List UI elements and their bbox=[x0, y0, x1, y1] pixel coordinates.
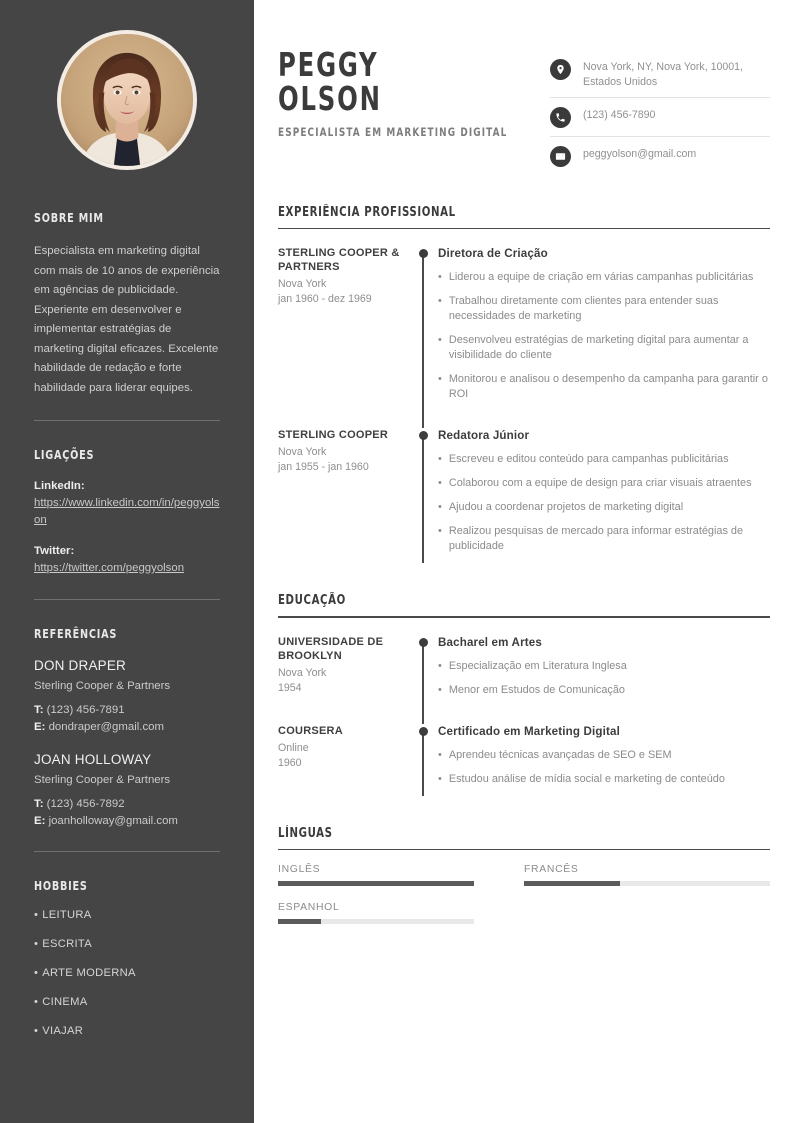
entry-dates: 1954 bbox=[278, 681, 302, 694]
entry-body bbox=[436, 635, 770, 707]
timeline-line bbox=[422, 435, 423, 563]
bullet-icon: • bbox=[34, 1025, 39, 1037]
envelope-icon bbox=[550, 146, 571, 167]
entry-dates: 1960 bbox=[278, 756, 302, 769]
bullet-text: Trabalhou diretamente com clientes para entender suas necessidades de marketing bbox=[448, 295, 719, 323]
list-item bbox=[34, 1023, 220, 1039]
bullet-text: Estudou análise de mídia social e marketing de conteúdo bbox=[448, 772, 725, 785]
bullet-list bbox=[438, 270, 770, 402]
timeline-line bbox=[422, 253, 423, 428]
job-title: ESPECIALISTA EM MARKETING DIGITAL bbox=[278, 125, 508, 139]
reference-item bbox=[34, 657, 220, 735]
hobby-label: ARTE MODERNA bbox=[42, 967, 136, 979]
degree-title: Certificado em Marketing Digital bbox=[438, 724, 620, 738]
bullet-icon: • bbox=[438, 501, 442, 514]
link-item-twitter bbox=[34, 543, 220, 577]
entry-body bbox=[436, 428, 770, 563]
about-text: Especialista em marketing digital com mais de 10 anos de experiência em agências de publicidade. Experiente em desenvolver e implementar estratégias de marketing digital eficazes. Excelente habilidade de redação e forte habilidade para liderar equipes. bbox=[34, 245, 220, 394]
language-level-bar bbox=[524, 881, 770, 886]
entry-meta bbox=[278, 635, 410, 707]
language-level-fill bbox=[278, 919, 321, 924]
hobby-label: ESCRITA bbox=[42, 938, 92, 950]
bullet-icon: • bbox=[438, 295, 442, 308]
experience-section bbox=[278, 205, 770, 563]
timeline-marker bbox=[410, 428, 436, 563]
bullet-item bbox=[438, 683, 770, 698]
list-item bbox=[34, 965, 220, 981]
phone-icon bbox=[550, 107, 571, 128]
organization-name: STERLING COOPER bbox=[278, 429, 389, 442]
experience-entry bbox=[278, 428, 770, 563]
bullet-text: Colaborou com a equipe de design para criar visuais atraentes bbox=[448, 477, 752, 490]
bullet-icon: • bbox=[438, 373, 442, 386]
entry-body bbox=[436, 246, 770, 411]
organization-name: UNIVERSIDADE DE BROOKLYN bbox=[278, 635, 384, 662]
bullet-item bbox=[438, 476, 770, 491]
section-rule bbox=[278, 849, 770, 850]
reference-email: dondraper@gmail.com bbox=[48, 720, 164, 733]
links-heading: LIGAÇÕES bbox=[34, 447, 95, 462]
email-label: E: bbox=[34, 720, 46, 733]
bullet-icon: • bbox=[438, 477, 442, 490]
bullet-text: Escreveu e editou conteúdo para campanhas publicitárias bbox=[448, 453, 729, 466]
reference-contact bbox=[34, 702, 220, 735]
bullet-list bbox=[438, 748, 770, 787]
name-block bbox=[278, 45, 540, 175]
bullet-item bbox=[438, 333, 770, 363]
divider bbox=[34, 599, 220, 600]
hobbies-list bbox=[34, 907, 220, 1039]
bullet-item bbox=[438, 270, 770, 285]
language-name: INGLÊS bbox=[278, 863, 321, 875]
phone-label: T: bbox=[34, 704, 44, 716]
timeline-marker bbox=[410, 635, 436, 707]
links-section bbox=[34, 447, 220, 600]
avatar bbox=[57, 30, 197, 170]
languages-grid bbox=[278, 864, 770, 940]
organization-name: COURSERA bbox=[278, 724, 343, 737]
reference-company: Sterling Cooper & Partners bbox=[34, 774, 171, 786]
education-entry bbox=[278, 724, 770, 796]
experience-heading: EXPERIÊNCIA PROFISSIONAL bbox=[278, 205, 456, 220]
last-name: OLSON bbox=[278, 79, 382, 118]
reference-name: DON DRAPER bbox=[34, 658, 127, 673]
main-content bbox=[254, 0, 794, 1123]
entry-location: Online bbox=[278, 741, 309, 754]
bullet-list bbox=[438, 659, 770, 698]
about-section bbox=[34, 210, 220, 421]
bullet-icon: • bbox=[438, 659, 442, 672]
bullet-icon: • bbox=[438, 683, 442, 696]
language-item bbox=[278, 864, 524, 886]
contact-row-phone bbox=[550, 106, 770, 137]
email-label: E: bbox=[34, 814, 46, 827]
language-level-fill bbox=[278, 881, 474, 886]
reference-name: JOAN HOLLOWAY bbox=[34, 752, 152, 767]
reference-phone: (123) 456-7891 bbox=[46, 704, 125, 716]
hobbies-section bbox=[34, 878, 220, 1039]
contact-block bbox=[540, 48, 770, 175]
references-heading: REFERÊNCIAS bbox=[34, 626, 118, 641]
timeline-dot-icon bbox=[419, 249, 428, 258]
about-heading: SOBRE MIM bbox=[34, 210, 104, 225]
bullet-icon: • bbox=[438, 271, 442, 284]
hobbies-heading: HOBBIES bbox=[34, 878, 88, 893]
header bbox=[278, 0, 770, 175]
bullet-item bbox=[438, 452, 770, 467]
contact-phone: (123) 456-7890 bbox=[583, 109, 656, 121]
list-item bbox=[34, 994, 220, 1010]
language-name: ESPANHOL bbox=[278, 901, 340, 913]
timeline-marker bbox=[410, 724, 436, 796]
link-url-linkedin[interactable]: https://www.linkedin.com/in/peggyolson bbox=[34, 497, 220, 526]
bullet-icon: • bbox=[438, 334, 442, 347]
bullet-icon: • bbox=[438, 453, 442, 466]
list-item bbox=[34, 936, 220, 952]
link-label: Twitter: bbox=[34, 545, 75, 557]
bullet-text: Ajudou a coordenar projetos de marketing digital bbox=[448, 501, 684, 514]
references-section bbox=[34, 626, 220, 852]
hobby-label: VIAJAR bbox=[42, 1025, 84, 1037]
divider bbox=[34, 851, 220, 852]
organization-name: STERLING COOPER & PARTNERS bbox=[278, 247, 400, 274]
language-level-bar bbox=[278, 881, 474, 886]
entry-dates: jan 1955 - jan 1960 bbox=[278, 461, 369, 474]
language-item bbox=[278, 902, 524, 924]
avatar-wrapper bbox=[34, 30, 220, 170]
link-item-linkedin bbox=[34, 478, 220, 529]
contact-email: peggyolson@gmail.com bbox=[583, 148, 697, 160]
reference-email: joanholloway@gmail.com bbox=[48, 814, 178, 827]
education-heading: EDUCAÇÃO bbox=[278, 593, 346, 609]
bullet-item bbox=[438, 372, 770, 402]
bullet-item bbox=[438, 500, 770, 515]
bullet-icon: • bbox=[438, 748, 442, 761]
reference-contact bbox=[34, 796, 220, 829]
bullet-icon: • bbox=[438, 772, 442, 785]
timeline-dot-icon bbox=[419, 638, 428, 647]
reference-phone: (123) 456-7892 bbox=[46, 798, 125, 810]
contact-row-address bbox=[550, 58, 770, 98]
entry-meta bbox=[278, 246, 410, 411]
bullet-icon: • bbox=[34, 909, 39, 921]
entry-meta bbox=[278, 724, 410, 796]
bullet-icon: • bbox=[34, 938, 39, 950]
bullet-item bbox=[438, 524, 770, 554]
first-name: PEGGY bbox=[278, 45, 379, 84]
bullet-item bbox=[438, 772, 770, 787]
bullet-text: Especialização em Literatura Inglesa bbox=[448, 659, 627, 672]
phone-label: T: bbox=[34, 798, 44, 810]
hobby-label: LEITURA bbox=[42, 909, 92, 921]
entry-meta bbox=[278, 428, 410, 563]
timeline-line bbox=[422, 642, 423, 724]
profile-photo-icon bbox=[61, 34, 193, 166]
education-section bbox=[278, 593, 770, 795]
degree-title: Bacharel em Artes bbox=[438, 635, 542, 649]
languages-heading: LÍNGUAS bbox=[278, 825, 333, 841]
hobby-label: CINEMA bbox=[42, 996, 88, 1008]
divider bbox=[34, 420, 220, 421]
bullet-text: Aprendeu técnicas avançadas de SEO e SEM bbox=[448, 748, 672, 761]
section-rule bbox=[278, 616, 770, 617]
bullet-item bbox=[438, 294, 770, 324]
bullet-icon: • bbox=[438, 525, 442, 538]
bullet-text: Liderou a equipe de criação em várias campanhas publicitárias bbox=[448, 271, 754, 284]
link-url-twitter[interactable]: https://twitter.com/peggyolson bbox=[34, 562, 185, 574]
language-name: FRANCÊS bbox=[524, 863, 579, 875]
contact-address: Nova York, NY, Nova York, 10001, Estados Unidos bbox=[583, 61, 743, 88]
contact-row-email bbox=[550, 145, 770, 175]
languages-section bbox=[278, 826, 770, 940]
bullet-text: Realizou pesquisas de mercado para informar estratégias de publicidade bbox=[448, 525, 744, 553]
reference-company: Sterling Cooper & Partners bbox=[34, 680, 171, 692]
entry-dates: jan 1960 - dez 1969 bbox=[278, 293, 372, 306]
entry-location: Nova York bbox=[278, 278, 327, 291]
bullet-text: Desenvolveu estratégias de marketing digital para aumentar a visibilidade do cliente bbox=[448, 334, 749, 362]
section-rule bbox=[278, 228, 770, 229]
location-pin-icon bbox=[550, 59, 571, 80]
bullet-icon: • bbox=[34, 996, 39, 1008]
bullet-text: Menor em Estudos de Comunicação bbox=[448, 683, 625, 696]
list-item bbox=[34, 907, 220, 923]
bullet-item bbox=[438, 659, 770, 674]
sidebar bbox=[0, 0, 254, 1123]
link-label: LinkedIn: bbox=[34, 480, 85, 492]
role-title: Redatora Júnior bbox=[438, 429, 530, 443]
experience-entry bbox=[278, 246, 770, 411]
language-item bbox=[524, 864, 770, 886]
role-title: Diretora de Criação bbox=[438, 247, 548, 261]
education-entry bbox=[278, 635, 770, 707]
language-level-fill bbox=[524, 881, 620, 886]
timeline-line bbox=[422, 731, 423, 796]
entry-location: Nova York bbox=[278, 666, 327, 679]
timeline-dot-icon bbox=[419, 431, 428, 440]
bullet-text: Monitorou e analisou o desempenho da campanha para garantir o ROI bbox=[448, 373, 768, 401]
bullet-list bbox=[438, 452, 770, 554]
timeline-dot-icon bbox=[419, 727, 428, 736]
timeline-marker bbox=[410, 246, 436, 411]
language-level-bar bbox=[278, 919, 474, 924]
bullet-icon: • bbox=[34, 967, 39, 979]
entry-location: Nova York bbox=[278, 446, 327, 459]
reference-item bbox=[34, 751, 220, 829]
entry-body bbox=[436, 724, 770, 796]
bullet-item bbox=[438, 748, 770, 763]
